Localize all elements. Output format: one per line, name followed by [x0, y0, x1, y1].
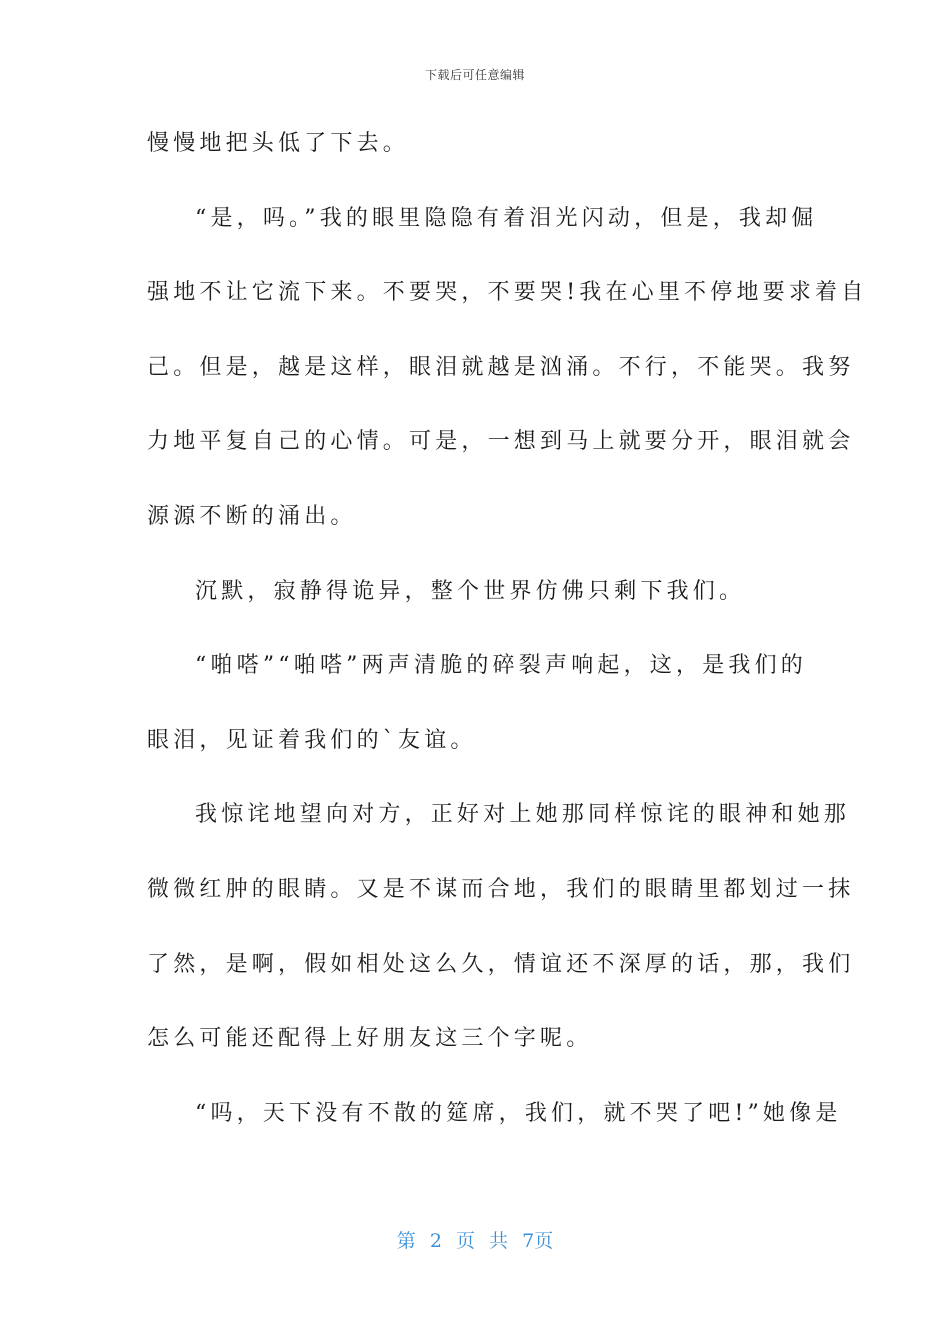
page-footer — [0, 1226, 950, 1253]
text-line: 力地平复自己的心情。可是，一想到马上就要分开，眼泪就会 — [147, 429, 855, 455]
header-text: 下载后可任意编辑 — [424, 68, 525, 82]
text-line: 我惊诧地望向对方，正好对上她那同样惊诧的眼神和她那 — [195, 802, 851, 828]
footer-current-page: 2 — [429, 1230, 442, 1252]
page-header — [0, 66, 950, 83]
text-line: 微微红肿的眼睛。又是不谋而合地，我们的眼睛里都划过一抹 — [147, 876, 855, 902]
text-line: 源源不断的涌出。 — [147, 503, 357, 529]
text-line: 慢慢地把头低了下去。 — [147, 131, 410, 156]
text-line: 己。但是，越是这样，眼泪就越是汹涌。不行，不能哭。我努 — [147, 354, 855, 380]
text-line: 眼泪，见证着我们的`友谊。 — [147, 727, 477, 753]
text-line: 沉默，寂静得诡异，整个世界仿佛只剩下我们。 — [195, 578, 746, 604]
text-line: 强地不让它流下来。不要哭，不要哭!我在心里不停地要求着自 — [147, 280, 868, 306]
footer-label-total: 共 — [489, 1230, 509, 1252]
footer-label-prefix: 第 — [396, 1230, 416, 1252]
footer-label-page: 页 — [455, 1230, 475, 1252]
document-body — [147, 120, 868, 1164]
text-line: 怎么可能还配得上好朋友这三个字呢。 — [147, 1026, 593, 1052]
text-line: 了然，是啊，假如相处这么久，情谊还不深厚的话，那，我们 — [147, 951, 855, 977]
text-line: “啪嗒”“啪嗒”两声清脆的碎裂声响起，这，是我们的 — [195, 653, 807, 679]
footer-total-pages: 7页 — [522, 1230, 554, 1252]
text-line: “吗，天下没有不散的筵席，我们，就不哭了吧!”她像是 — [195, 1100, 842, 1126]
text-line: “是，吗。”我的眼里隐隐有着泪光闪动，但是，我却倔 — [195, 205, 818, 231]
